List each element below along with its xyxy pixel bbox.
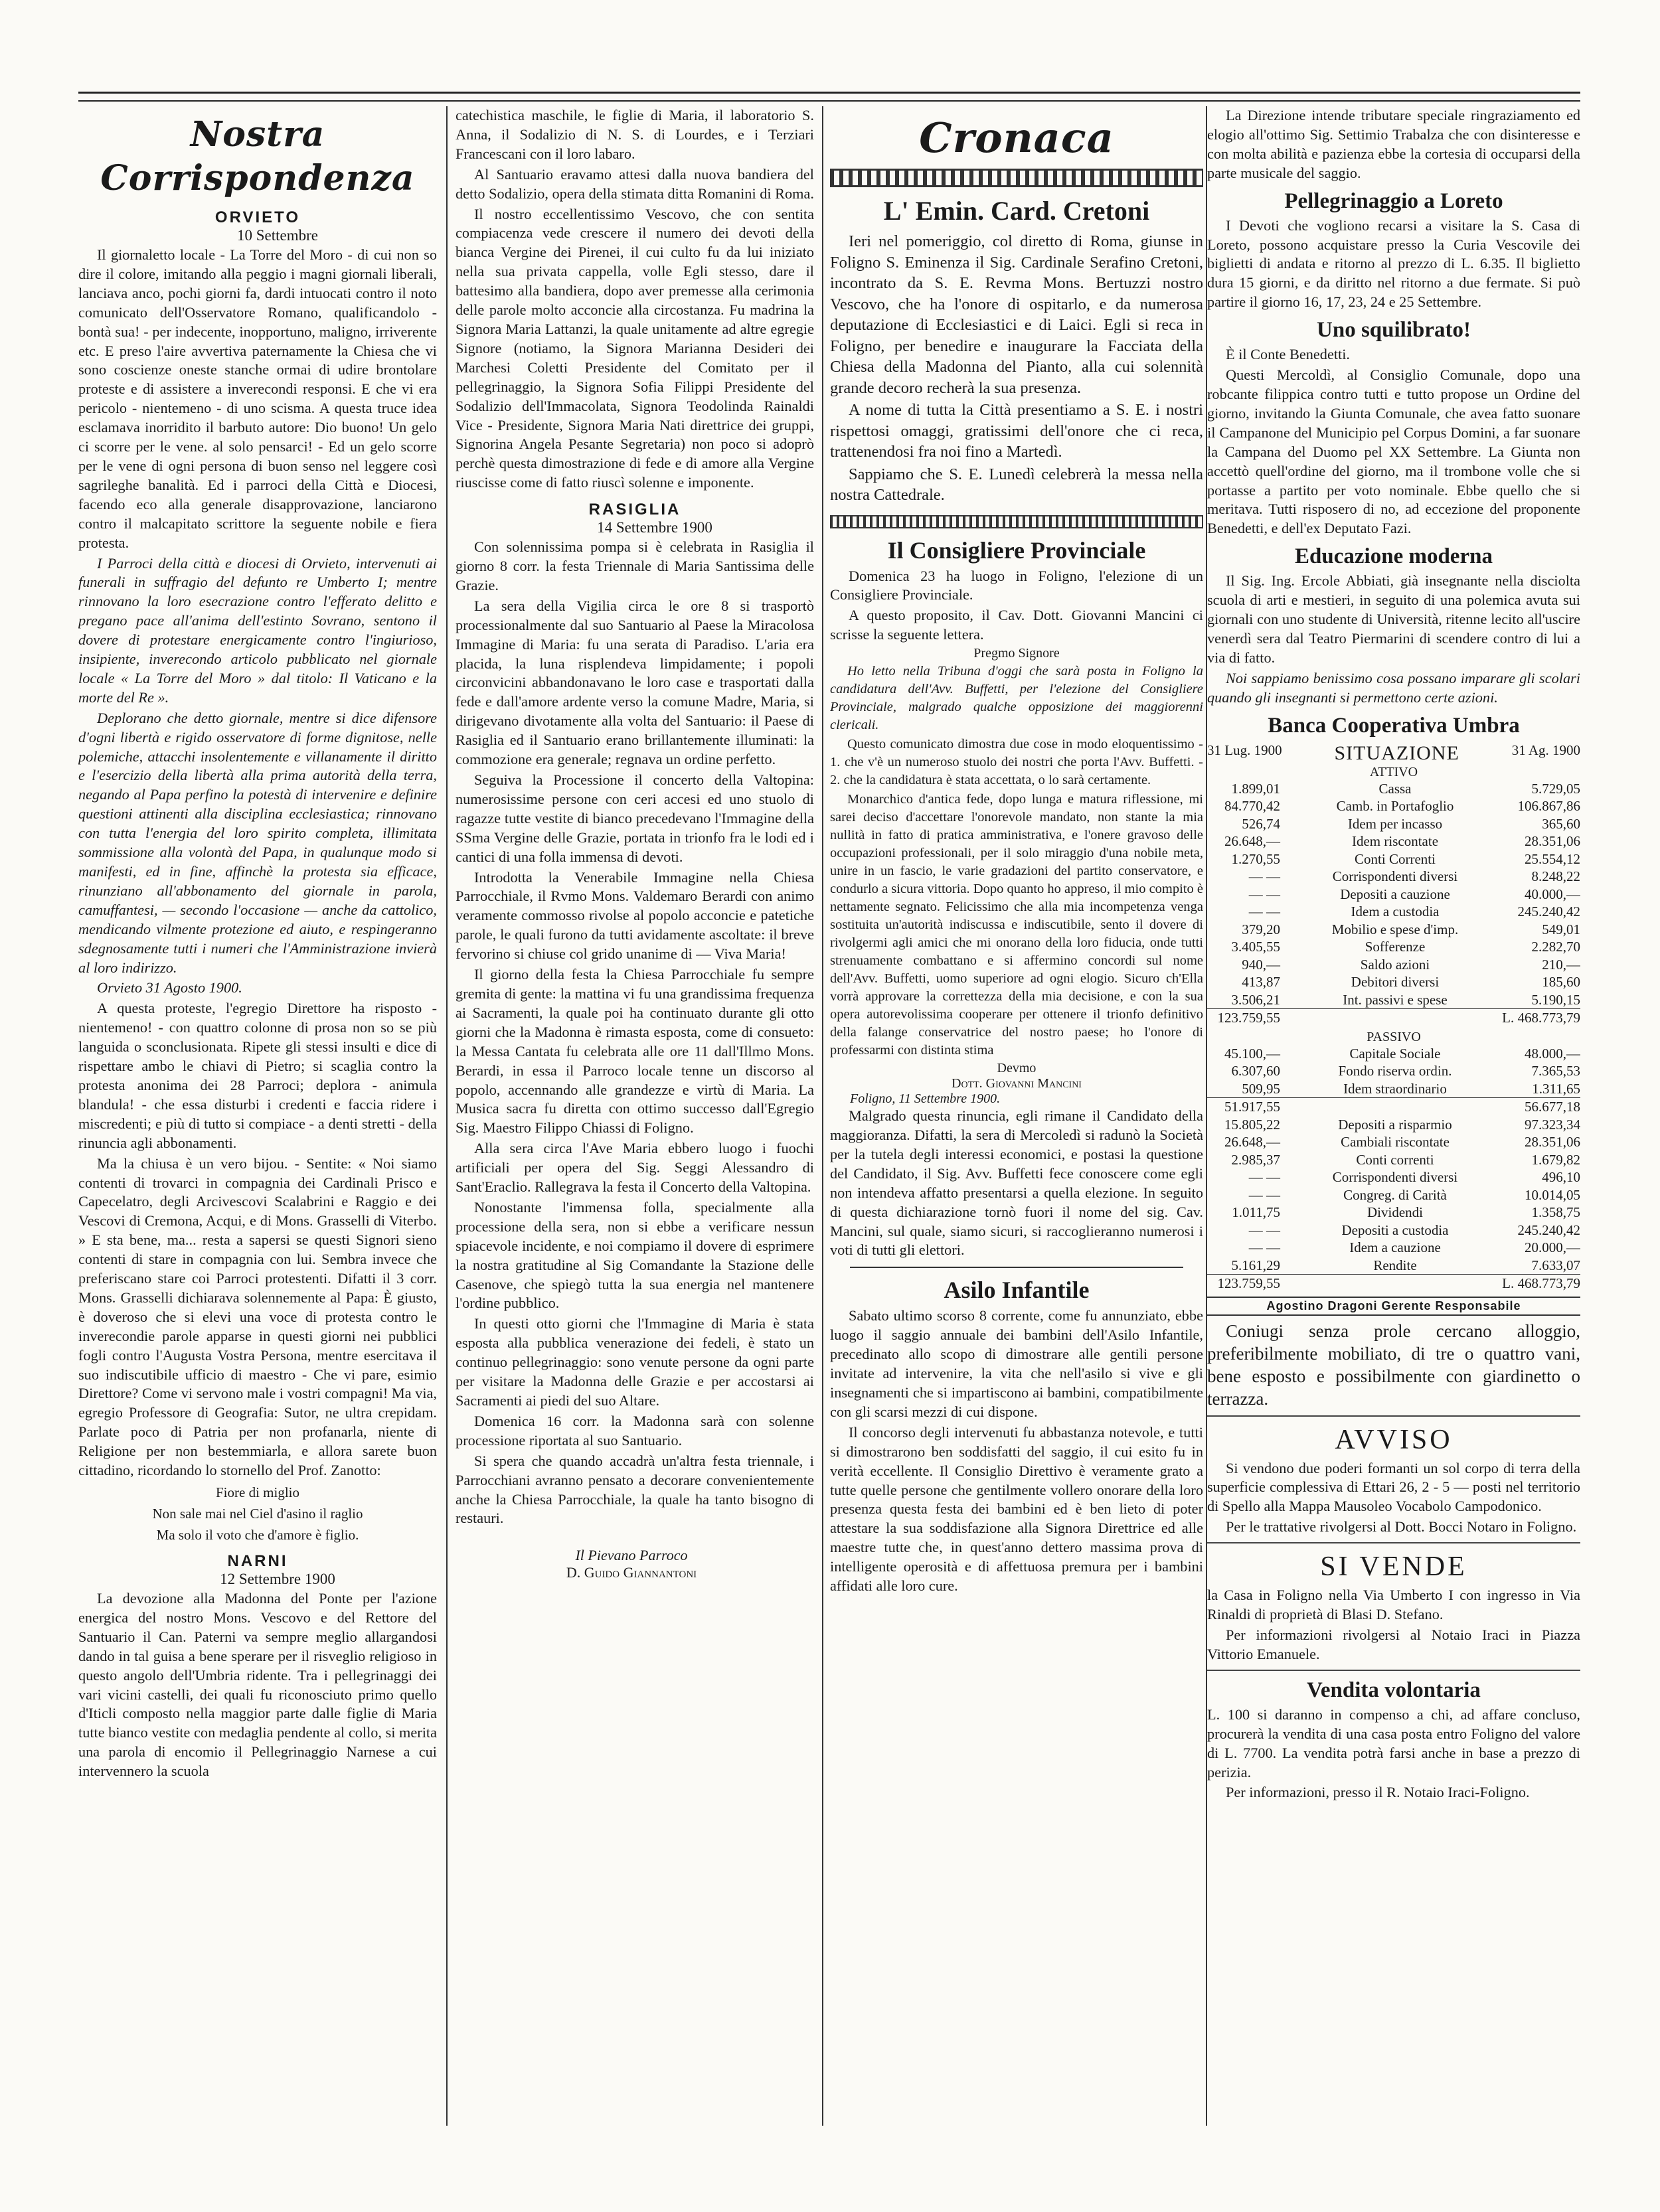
balance-row: [1207, 1116, 1580, 1134]
column-4: [1207, 106, 1580, 2132]
balance-curr-value: 365,60: [1542, 815, 1580, 832]
passivo-subtotal: [1207, 1097, 1580, 1116]
balance-prev-value: — —: [1248, 1169, 1280, 1186]
letter-salutation: Pregmo Signore: [973, 646, 1060, 661]
orvieto-paragraph: Il giornaletto locale - La Torre del Moro - di cui non so dire il colore, imitando alla peggio i magni giornali liberali, lanciava anco, pochi giorni fa, dardi intuocati contro il noto comunicato dell'Osservatore Romano, qualificandolo - bontà sua! - per indecente, inopportuno, maligno, irriverente etc. E preso l'aire avvertiva paternamente la Chiesa che vi sono coscienze oneste stanche ormai di udire brontolare proteste e di assistere a inverecondi responsi. E che vi era pericolo - nientemeno - di uno scisma. A questa truce idea esclamava inorridito il barbuto autore: Dio buono! Un gelo ci scorre per le vene. al solo pensarci! - Ed un gelo scorre per le vene di ogni persona di buon senso nel leggere così sagrileghe banalità. Ed i parroci della Città e Diocesi, facendo eco alla generale disapprovazione, lanciarono contro il malcapitato scrittore la seguente nobile e fiera protesta.: [78, 246, 437, 551]
balance-row: [1207, 1080, 1580, 1098]
squilibrato-title: Uno squilibrato!: [1317, 318, 1471, 343]
asilo-paragraph: Sabato ultimo scorso 8 corrente, come fu annunziato, ebbe luogo il saggio annuale dei bambini dell'Asilo Infantile, precedinato allo scopo di dimostrare alle gentili persone invitate ad intervenire, la vita che nell'asilo si vive e gli insegnamenti che si impartiscono ai bambini, compatibilmente con gli scarsi mezzi di cui dispone.: [830, 1307, 1203, 1420]
rasiglia-paragraph: Domenica 16 corr. la Madonna sarà con solenne processione riportata al suo Santuario.: [456, 1412, 814, 1449]
narni-heading: NARNI: [227, 1552, 288, 1570]
balance-prev-value: 45.100,—: [1224, 1045, 1280, 1062]
attivo-total-left: 123.759,55: [1207, 1009, 1289, 1027]
educazione-italic: Noi sappiamo benissimo cosa possano imparare gli scolari quando gli insegnanti si permettono certe azioni.: [1207, 669, 1580, 706]
balance-row: [1207, 815, 1580, 833]
stornello-line: Non sale mai nel Ciel d'asino il raglio: [152, 1506, 363, 1522]
balance-curr-value: 25.554,12: [1525, 850, 1580, 867]
balance-item-label: Dividendi: [1367, 1204, 1423, 1221]
balance-prev-value: 1.011,75: [1232, 1204, 1280, 1221]
volontaria-title: Vendita volontaria: [1307, 1678, 1481, 1702]
balance-row: [1207, 991, 1580, 1009]
balance-header: [1207, 742, 1580, 765]
vende-paragraph: Per informazioni rivolgersi al Notaio Iraci in Piazza Vittorio Emanuele.: [1207, 1626, 1580, 1662]
balance-item-label: Camb. in Portafoglio: [1336, 798, 1454, 815]
balance-item-label: Conti Correnti: [1355, 850, 1436, 867]
balance-prev-value: 509,95: [1242, 1080, 1280, 1097]
rasiglia-paragraph: Alla sera circa l'Ave Maria ebbero luogo i fuochi artificiali per opera del Sig. Seggi Alessandro di Sant'Eraclio. Rallegrava la festa il Concerto della Valtopina.: [456, 1140, 814, 1196]
passivo-total-left: 123.759,55: [1207, 1275, 1289, 1293]
letter-dateline: Foligno, 11 Settembre 1900.: [850, 1091, 1001, 1107]
balance-row: [1207, 1151, 1580, 1169]
rasiglia-paragraph: Con solennissima pompa si è celebrata in Rasiglia il giorno 8 corr. la festa Triennale di Maria Santissima delle Grazie.: [456, 538, 814, 593]
balance-curr-value: 28.351,06: [1525, 833, 1580, 850]
balance-curr-value: 245.240,42: [1517, 1222, 1580, 1238]
balance-item-label: Debitori diversi: [1351, 974, 1440, 990]
ornamental-rule: [830, 169, 1203, 187]
protest-signoff: Orvieto 31 Agosto 1900.: [97, 979, 242, 996]
balance-row: [1207, 1257, 1580, 1275]
balance-curr-value: 48.000,—: [1525, 1045, 1580, 1062]
avviso-paragraph: Per le trattative rivolgersi al Dott. Bocci Notaro in Foligno.: [1226, 1518, 1577, 1536]
balance-curr-value: 7.365,53: [1531, 1063, 1580, 1079]
balance-item-label: Corrispondenti diversi: [1332, 1169, 1458, 1186]
balance-prev-value: — —: [1248, 1239, 1280, 1256]
balance-curr-value: 1.679,82: [1531, 1151, 1580, 1168]
asilo-continued: La Direzione intende tributare speciale ringraziamento ed elogio all'ottimo Sig. Settimio Trabalza che con disinteresse e con molta abilità e pazienza ebbe la cortesia di occuparsi della parte musicale del saggio.: [1207, 107, 1580, 181]
balance-item-label: Corrispondenti diversi: [1332, 868, 1458, 885]
balance-item-label: Depositi a risparmio: [1338, 1116, 1452, 1133]
balance-item-label: Idem riscontate: [1351, 833, 1439, 850]
consigliere-title: Il Consigliere Provinciale: [887, 536, 1146, 564]
balance-row: [1207, 903, 1580, 921]
stornello-line: Fiore di miglio: [216, 1484, 299, 1500]
balance-item-label: Conti correnti: [1356, 1151, 1434, 1168]
balance-item-label: Depositi a cauzione: [1340, 886, 1450, 902]
balance-curr-value: 549,01: [1542, 921, 1580, 937]
divider: [850, 1267, 1183, 1268]
balance-row: [1207, 921, 1580, 939]
rasiglia-paragraph: Si spera che quando accadrà un'altra festa triennale, i Parrocchiani avranno pensato a decorare convenientemente anche la Chiesa Parrocchiale, la quale ha tanto bisogno di restauri.: [456, 1452, 814, 1527]
attivo-table: [1207, 780, 1580, 1009]
balance-item-label: Cambiali riscontate: [1341, 1134, 1450, 1150]
stornello-line: Ma solo il voto che d'amore è figlio.: [156, 1527, 359, 1543]
gerente-line: Agostino Dragoni Gerente Responsabile: [1207, 1297, 1580, 1316]
balance-curr-value: 1.311,65: [1532, 1080, 1580, 1097]
cretoni-paragraph: Ieri nel pomeriggio, col diretto di Roma, giunse in Foligno S. Eminenza il Sig. Cardinale Serafino Cretoni, incontrato da S. E. Revma Mons. Bertuzzi nostro Vescovo, che ha l'onore di ospitarlo, e da numerosa deputazione di Ecclesiastici e di Laici. Egli si reca in Foligno, per benedire e inaugurare la Facciata della Chiesa della Madonna del Pianto, alla cui solennità grande decoro recherà la sua presenza.: [830, 232, 1203, 397]
vende-paragraph: la Casa in Foligno nella Via Umberto I con ingresso in Via Rinaldi di proprietà di Blasi D. Stefano.: [1207, 1587, 1580, 1623]
balance-curr-value: 5.729,05: [1531, 780, 1580, 797]
cretoni-title: L' Emin. Card. Cretoni: [883, 196, 1150, 226]
balance-prev-value: 413,87: [1242, 974, 1280, 990]
balance-item-label: Idem straordinario: [1343, 1080, 1447, 1097]
divider: [1207, 1542, 1580, 1543]
balance-item-label: Idem a cauzione: [1349, 1239, 1441, 1256]
banca-title: Banca Cooperativa Umbra: [1268, 713, 1520, 738]
squilibrato-paragraph: Questi Mercoldì, al Consiglio Comunale, dopo una robcante filippica contro tutti e tutto propose un Ordine del giorno, invitando la Giunta Comunale, che avea fatto suonare il Campanone del Municipio pel Corpus Domini, a far suonare la Campana del Duomo pel XX Settembre. La Giunta non accettò quell'ordine del giorno, ma il trombone volle che si portasse a partito per voto nominale. Ebbe quello che si meritava. Tutti risposero di no, ad eccezione del proponente Benedetti, e dell'ex Deputato Fazi.: [1207, 366, 1580, 537]
balance-heading: SITUAZIONE: [1334, 742, 1459, 764]
educazione-title: Educazione moderna: [1295, 544, 1493, 569]
letter-paragraph: Questo comunicato dimostra due cose in modo eloquentissimo - 1. che v'è un numeroso stuolo dei nostri che porta l'Avv. Buffetti. - 2. che la candidatura è stata accettata, o lo sarà certamente.: [830, 737, 1203, 788]
consigliere-paragraph: Domenica 23 ha luogo in Foligno, l'elezione di un Consigliere Provinciale.: [830, 567, 1203, 603]
balance-prev-value: 3.506,21: [1231, 991, 1280, 1008]
balance-curr-value: 8.248,22: [1531, 868, 1580, 885]
signature-name: D. Guido Giannantoni: [566, 1564, 697, 1581]
balance-prev-value: 84.770,42: [1224, 798, 1280, 815]
balance-prev-value: — —: [1248, 886, 1280, 902]
balance-prev-value: 26.648,—: [1224, 833, 1280, 850]
balance-row: [1207, 1168, 1580, 1186]
passivo-subtotal-left: 51.917,55: [1207, 1098, 1289, 1116]
divider: [1207, 1670, 1580, 1671]
balance-prev-value: — —: [1248, 1186, 1280, 1203]
protest-paragraph: I Parroci della città e diocesi di Orvieto, intervenuti ai funerali in suffragio del defunto re Umberto I; mentre rinnovano la loro esecrazione contro l'efferato delitto e pregano pace all'anima dell'estinto Sovrano, sentono il dovere di protestare energicamente contro l'ingiurioso, insipiente, inverecondo articolo pubblicato nel giornale locale « La Torre del Moro » dal titolo: Il Vaticano e la morte del Re ».: [78, 554, 437, 706]
signature-title: Il Pievano Parroco: [575, 1547, 688, 1564]
balance-prev-value: 5.161,29: [1231, 1257, 1280, 1273]
letter-paragraph: Ho letto nella Tribuna d'oggi che sarà posta in Foligno la candidatura dell'Avv. Buffetti, per l'elezione del Consigliere Provinciale, malgrado qualche opposizione dei maggiorenni clericali.: [830, 664, 1203, 733]
column-divider: [822, 106, 823, 2126]
consigliere-paragraph: A questo proposito, il Cav. Dott. Giovanni Mancini ci scrisse la seguente lettera.: [830, 607, 1203, 643]
balance-prev-value: 1.270,55: [1231, 850, 1280, 867]
narni-date: 12 Settembre 1900: [220, 1571, 335, 1587]
balance-row: [1207, 973, 1580, 991]
vende-title: SI VENDE: [1320, 1551, 1467, 1583]
balance-row: [1207, 832, 1580, 850]
passivo-table: [1207, 1045, 1580, 1098]
balance-prev-value: 940,—: [1242, 956, 1280, 973]
balance-curr-value: 2.282,70: [1531, 939, 1580, 955]
protest-paragraph: Deplorano che detto giornale, mentre si dice difensore d'ogni libertà e rigido osservatore di forme dignitose, nelle polemiche, attacchi insolentemente e villanamente il diritto e l'esercizio della libertà alla prima autorità della terra, negando al Papa perfino la potestà di intervenire e definire questioni attinenti alla disciplina ecclesiastica; rinnovano con tutta l'energia del loro spirito completa, illimitata sommissione alla volontà del Papa, in qualunque modo si manifesti, ed in fine, affinchè la protesta sia efficace, rinunziano all'abbonamento del giornale in parola, camuffantesi, — secondo l'occasione — anche da cattolico, mendicando vilmente protezione ed aiuto, e respingeranno sdegnosamente tutti i numeri che l'Amministrazione invierà al loro indirizzo.: [78, 709, 437, 976]
avviso-title: AVVISO: [1335, 1424, 1453, 1455]
balance-prev-value: 3.405,55: [1231, 939, 1280, 955]
orvieto-paragraph: A questa proteste, l'egregio Direttore ha risposto - nientemeno! - con quattro colonne di prosa non so se più languida o sconclusionata. Ripete gli stessi insulti e dice di rispettare ambo le chiavi di Pietro; si scaglia contro la protesta anonima dei 28 Parroci; deplora - animula blandula! - che essa disturbi i credenti e faccia ridere i miscredenti; e più di tutto si compiace - a denti stretti - della rinuncia agli abbonamenti.: [78, 1000, 437, 1151]
balance-date-left: 31 Lug. 1900: [1207, 742, 1282, 758]
rasiglia-paragraph: Seguiva la Processione il concerto della Valtopina: numerosissime persone con ceri accesi ed uno stuolo di ragazze tutte vestite di bianco precedevano l'Immagine della SSma Vergine delle Grazie, portata in trionfo fra le lodi ed i cantici di una folla immensa di devoti.: [456, 771, 814, 865]
balance-curr-value: 40.000,—: [1525, 886, 1580, 902]
balance-row: [1207, 938, 1580, 956]
balance-item-label: Congreg. di Carità: [1343, 1186, 1447, 1203]
balance-item-label: Int. passivi e spese: [1343, 991, 1448, 1008]
attivo-total: [1207, 1008, 1580, 1027]
balance-item-label: Rendite: [1373, 1257, 1417, 1273]
top-double-rule: [78, 92, 1580, 102]
balance-prev-value: — —: [1248, 868, 1280, 885]
consigliere-paragraph: Malgrado questa rinuncia, egli rimane il Candidato della maggioranza. Difatti, la sera di Mercoledì si radunò la Società per la tutela degli interessi economici, e postasi la questione del Candidato, il Sig. Avv. Buffetti fece conoscere come egli non intendeva affatto presentarsi a quella elezione. In seguito di questa dichiarazione tornò fuori il nome del sig. Cav. Mancini, sul quale, siamo sicuri, si raccoglieranno numerosi i voti di tutti gli elettori.: [830, 1107, 1203, 1259]
passivo-label: PASSIVO: [1367, 1029, 1421, 1044]
balance-prev-value: 2.985,37: [1231, 1151, 1280, 1168]
balance-curr-value: 245.240,42: [1517, 904, 1580, 920]
coniugi-notice: Coniugi senza prole cercano alloggio, preferibilmente mobiliato, di tre o quattro vani, bene esposto e possibilmente con giardinetto o terrazza.: [1207, 1320, 1580, 1409]
passivo-total: [1207, 1274, 1580, 1293]
loreto-title: Pellegrinaggio a Loreto: [1284, 189, 1503, 213]
cretoni-paragraph: Sappiamo che S. E. Lunedì celebrerà la messa nella nostra Cattedrale.: [830, 465, 1203, 504]
balance-row: [1207, 1062, 1580, 1080]
passivo-total-right: L. 468.773,79: [1448, 1275, 1580, 1293]
balance-item-label: Depositi a custodia: [1341, 1222, 1449, 1238]
balance-item-label: Idem per incasso: [1347, 815, 1443, 832]
column-3: [830, 106, 1203, 2132]
corrispondenza-masthead: Nostra Corrispondenza: [100, 114, 415, 198]
rasiglia-heading: RASIGLIA: [588, 501, 681, 519]
balance-item-label: Sofferenze: [1365, 939, 1426, 955]
balance-row: [1207, 1045, 1580, 1063]
column-1: [78, 106, 437, 2132]
balance-curr-value: 10.014,05: [1525, 1186, 1580, 1203]
cronaca-masthead: Cronaca: [919, 114, 1114, 162]
rasiglia-paragraph: Introdotta la Venerabile Immagine nella Chiesa Parrocchiale, il Rvmo Mons. Valdemaro Berardi con animo veramente commosso rivolse al popolo acconcie e patetiche parole, le quali furono da tutti avidamente ascoltate: il breve fervorino si chiuse col grido unanime di — Viva Maria!: [456, 868, 814, 963]
passivo-table: [1207, 1116, 1580, 1275]
avviso-paragraph: Si vendono due poderi formanti un sol corpo di terra della superficie complessiva di Ettari 26, 2 - 5 — posti nel territorio di Spello alla Mappa Mausoleo Vocabolo Campodonico.: [1207, 1459, 1580, 1515]
balance-curr-value: 97.323,34: [1525, 1116, 1580, 1133]
asilo-title: Asilo Infantile: [944, 1277, 1090, 1304]
balance-prev-value: — —: [1248, 1222, 1280, 1238]
divider: [1207, 1415, 1580, 1417]
balance-prev-value: — —: [1248, 904, 1280, 920]
ornamental-rule: [830, 515, 1203, 528]
rasiglia-paragraph: Nonostante l'immensa folla, specialmente alla processione della sera, non si ebbe a verificare nessun spiacevole incidente, e noi compiamo il dovere di esprimere la nostra gratitudine al Sig Comandante la Stazione delle Casenove, che spiegò tutta la sua energia nel mantenere l'ordine pubblico.: [456, 1198, 814, 1312]
volontaria-paragraph: Per informazioni, presso il R. Notaio Iraci-Foligno.: [1226, 1784, 1530, 1801]
balance-curr-value: 28.351,06: [1525, 1134, 1580, 1150]
balance-curr-value: 5.190,15: [1531, 991, 1580, 1008]
balance-row: [1207, 1239, 1580, 1257]
balance-item-label: Fondo riserva ordin.: [1338, 1063, 1452, 1079]
balance-prev-value: 26.648,—: [1224, 1134, 1280, 1150]
letter-paragraph: Monarchico d'antica fede, dopo lunga e matura riflessione, mi sarei deciso d'accettare l'onorevole mandato, non stante la mia nullità in fatto di pratica amministrativa, e l'onere gravoso delle occupazioni professionali, per il solo miraggio d'una nobile meta, unire in un fascio, le varie gradazioni del partito conservatore, e condurlo a sicura vittoria. Dopo quanto ho appreso, il mio compito è nettamente segnato. Felicissimo che alla mia incompetenza venga sostituita un'autorità indiscussa e indiscutibile, sento il dovere di rivolgermi agli amici che mi onorano della loro fiducia, onde tutti strenuamente combattano e si affermino concordi sul nome dell'Avv. Buffetti, uomo superiore ad ogni elogio. Sicuro ch'Ella vorrà approvare la correttezza della mia decisione, e con la sua opera autorevolissima cooperare per ottenere il trionfo definitivo della falange conservatrice del nostro paese; ho l'onore di professarmi con distinta stima: [830, 792, 1203, 1058]
balance-item-label: Mobilio e spese d'imp.: [1331, 921, 1459, 937]
attivo-label: ATTIVO: [1369, 764, 1418, 779]
balance-prev-value: 1.899,01: [1231, 780, 1280, 797]
column-divider: [446, 106, 448, 2126]
balance-item-label: Saldo azioni: [1360, 956, 1430, 973]
loreto-paragraph: I Devoti che vogliono recarsi a visitare la S. Casa di Loreto, possono acquistare presso la Curia Vescovile dei biglietti di andata e ritorno al prezzo di L. 6.35. Il biglietto dura 15 giorni, e da diritto nel ritorno a due fermate. Si può partire il giorno 16, 17, 23, 24 e 25 Settembre.: [1207, 216, 1580, 311]
orvieto-heading: ORVIETO: [214, 208, 301, 226]
balance-row: [1207, 1133, 1580, 1151]
balance-row: [1207, 956, 1580, 974]
letter-closing: Devmo: [997, 1061, 1037, 1076]
asilo-paragraph: Il concorso degli intervenuti fu abbastanza notevole, e tutti si dimostrarono ben soddisfatti del saggio, il cui esito fu in verità eccellente. Il Consiglio Direttivo è veramente grato a tutte quelle persone che gentilmente vollero onorare della loro presenza questa festa dei bambini ed è ben lieto di poter attestare la sua soddisfazione alla Signora Direttrice ed alle maestre tutte che, in quest'anno dettero massima prova di intelligente operosità e di affettuosa premura per i bambini affidati alle loro cure.: [830, 1423, 1203, 1595]
balance-row: [1207, 886, 1580, 904]
letter-signer: Dott. Giovanni Mancini: [952, 1076, 1082, 1091]
balance-curr-value: 7.633,07: [1531, 1257, 1580, 1273]
balance-curr-value: 106.867,86: [1517, 798, 1580, 815]
balance-item-label: Idem a custodia: [1351, 904, 1440, 920]
orvieto-paragraph: Ma la chiusa è un vero bijou. - Sentite: « Noi siamo contenti di trovarci in compagnia dei Cardinali Prisco e Capecelatro, degli Arcivescovi Scalabrini e Raggio e dei Vescovi di Cremona, Acqui, e di Mons. Grasselli di Viterbo. » E sta bene, ma... resta a sapersi se questi Signori sieno contenti di stare in compagnia con lui. Sembra invece che preferiscano stare coi Parroci protestenti. Difatti il 3 corr. Mons. Grasselli dichiarava solennemente al Papa: È giusto, è doveroso che si elevi una voce di protesta contro le inverecondie parole apparse in questi giorni nei pubblici fogli contro l'Augusta Vostra Persona, mentre esercitava il suo indiscutibile ufficio di maestro - Che vi pare, esimio Direttore? Come vi servono male i vostri compagni! Ma via, egregio Professore di Geografia: Sutor, ne ultra crepidam. Parlate poco di Patria per non profanarla, niente di Religione per non bestemmiarla, e allora sarete buon cittadino, ricordando lo stornello del Prof. Zanotto:: [78, 1154, 437, 1479]
balance-item-label: Cassa: [1378, 780, 1412, 797]
balance-curr-value: 210,—: [1542, 956, 1580, 973]
volontaria-paragraph: L. 100 si daranno in compenso a chi, ad affare concluso, procurerà la vendita di una casa posta entro Foligno del valore di L. 7700. La vendita potrà farsi anche in base a prezzo di perizia.: [1207, 1705, 1580, 1780]
orvieto-date: 10 Settembre: [237, 227, 318, 244]
balance-row: [1207, 1186, 1580, 1204]
narni-continued: Al Santuario eravamo attesi dalla nuova bandiera del detto Sodalizio, opera della stimata ditta Romanini di Roma.: [456, 165, 814, 202]
balance-row: [1207, 1222, 1580, 1239]
passivo-subtotal-right: 56.677,18: [1501, 1098, 1580, 1116]
balance-curr-value: 20.000,—: [1525, 1239, 1580, 1256]
balance-prev-value: 6.307,60: [1231, 1063, 1280, 1079]
rasiglia-paragraph: La sera della Vigilia circa le ore 8 si trasportò processionalmente dal suo Santuario al Paese la Miracolosa Immagine di Maria: fu una serata di Paradiso. L'aria era placida, la luna risplendeva limpidamente; i popoli circonvicini abbandonavano le loro case e trasportati dalla fede e dall'amore ardente verso la comune Madre, Maria, si dirigevano divotamente alla volta del Santuario: il Paese di Rasiglia ed il Santuario erano brillantemente illuminati: la commozione era generale; regnava un ordine perfetto.: [456, 597, 814, 768]
educazione-paragraph: Il Sig. Ing. Ercole Abbiati, già insegnante nella disciolta scuola di arti e mestieri, in seguito di una polemica avuta sui giornali con uno studente di Università, ritenne lecito all'uscire venerdì sera dal Teatro Piermarini di scendere contro di lui a via di fatto.: [1207, 572, 1580, 666]
balance-row: [1207, 1204, 1580, 1222]
balance-curr-value: 496,10: [1542, 1169, 1580, 1186]
balance-row: [1207, 797, 1580, 815]
rasiglia-date: 14 Settembre 1900: [597, 519, 712, 536]
cretoni-paragraph: A nome di tutta la Città presentiamo a S. E. i nostri rispettosi omaggi, gratissimi dell'onore che ci reca, trattenendosi fra noi fino a Martedì.: [830, 401, 1203, 461]
balance-row: [1207, 850, 1580, 868]
rasiglia-paragraph: In questi otto giorni che l'Immagine di Maria è stata esposta alla pubblica venerazione dei fedeli, è stato un continuo pellegrinaggio: sono venute persone da ogni parte per visitare la Madonna delle Grazie e per accostarsi ai Sacramenti ai piedi del suo Altare.: [456, 1315, 814, 1409]
rasiglia-paragraph: Il giorno della festa la Chiesa Parrocchiale fu sempre gremita di gente: la mattina vi fu una grandissima frequenza ai Sacramenti, la quale poi ha continuato durante gli otto giorni che la Madonna è rimasta esposta, come di consueto: la Messa Cantata fu celebrata alle ore 11 dall'Illmo Mons. Berardi, in essa il Parroco locale tenne un discorso al popolo, accennando alle grandezze e virtù di Maria. La Musica sacra fu diretta con ottimo successo dall'Egregio Sig. Maestro Filippo Chiassi di Foligno.: [456, 966, 814, 1137]
balance-curr-value: 1.358,75: [1531, 1204, 1580, 1221]
balance-prev-value: 526,74: [1242, 815, 1280, 832]
balance-row: [1207, 868, 1580, 886]
attivo-total-right: L. 468.773,79: [1448, 1009, 1580, 1027]
balance-row: [1207, 780, 1580, 798]
balance-prev-value: 379,20: [1242, 921, 1280, 937]
balance-date-right: 31 Ag. 1900: [1511, 742, 1580, 758]
narni-continued: Il nostro eccellentissimo Vescovo, che con sentita compiacenza vede crescere il numero dei devoti della bianca Vergine dei Pirenei, il cui culto fu da lui iniziato nella sua privata cappella, volle Egli stesso, dare il battesimo alla bandiera, dopo aver premesse alla cerimonia delle parole molto acconcie alla circostanza. Fu madrina la Signora Maria Lattanzi, la quale unitamente ad altre egregie Signore (notiamo, la Signora Marianna Desideri dei Marchesi Coletti Presidente del Comitato per il pellegrinaggio, la Signora Sofia Filippi Presidente del Sodalizio dell'Immacolata, Signora Teodolinda Rainaldi Vice - Presidente, Signora Maria Nati direttrice dei gruppi, Signorina Angela Pesante Segretaria) non poco si adoprò perchè questa dimostrazione di fede e di amore alla Vergine riuscisse come di fatto riuscì solenne e imponente.: [456, 205, 814, 491]
narni-continued: catechistica maschile, le figlie di Maria, il laboratorio S. Anna, il Sodalizio di N. S. di Lourdes, e i Terziari Francescani con il loro labaro.: [456, 107, 814, 162]
column-2: [456, 106, 814, 2132]
narni-paragraph: La devozione alla Madonna del Ponte per l'azione energica del nostro Mons. Vescovo e del Rettore del Santuario il Can. Paterni va sempre meglio allargandosi dando in tal guisa a bene sperare per il risveglio religioso in questo angolo dell'Umbria ridente. Tra i pellegrinaggi dei vari vicini castelli, dei quali fu riconosciuto primo quello d'Iticli composto nella maggior parte dalle figlie di Maria tutte bianco vestite con medaglia pendente al collo, si merita una parola di encomio il Pellegrinaggio Narnese a cui intervennero la scuola: [78, 1590, 437, 1780]
squilibrato-paragraph: È il Conte Benedetti.: [1226, 346, 1351, 363]
balance-item-label: Capitale Sociale: [1349, 1045, 1441, 1062]
balance-curr-value: 185,60: [1542, 974, 1580, 990]
balance-prev-value: 15.805,22: [1224, 1116, 1280, 1133]
